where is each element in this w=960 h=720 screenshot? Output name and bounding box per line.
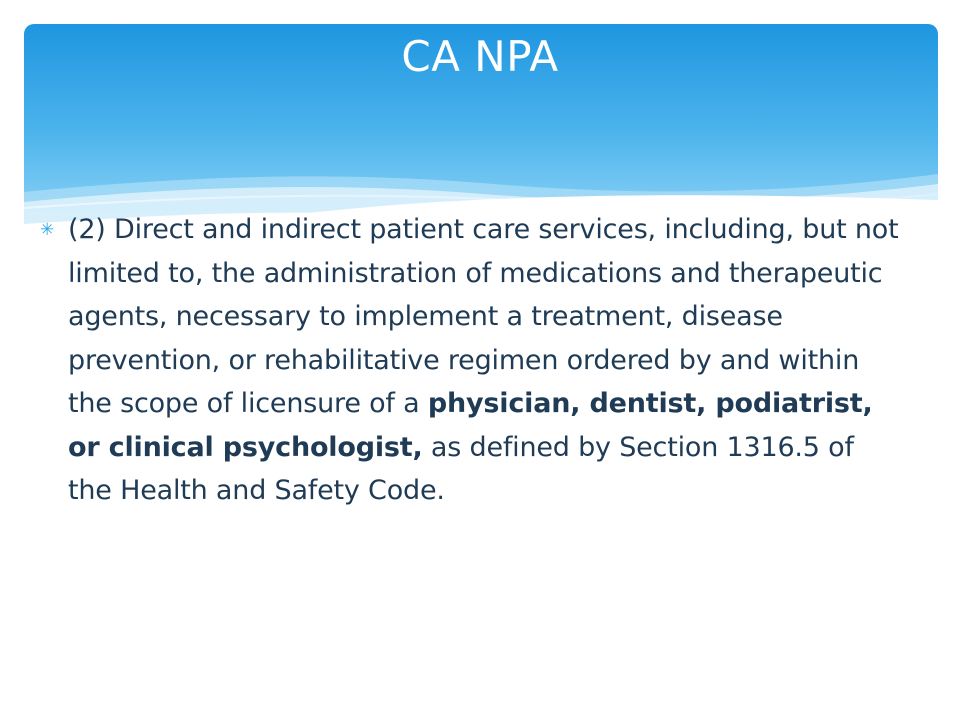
bullet-text-after: as defined by Section 1316.5 of the Health and Safety Code.: [68, 431, 854, 506]
asterisk-icon: ✳: [40, 220, 55, 240]
bullet-text-before: (2) Direct and indirect patient care services, including, but not limited to, the administration of medications and therapeutic agents, necessary to implement a treatment, disease prevention, or rehabilitative regimen ordered by and within the scope of licensure of a: [68, 214, 899, 419]
bullet-bold-text: physician, dentist, podiatrist, or clinical psychologist,: [68, 388, 873, 463]
bullet-text: [68, 208, 900, 513]
slide-title: CA NPA: [401, 32, 559, 81]
list-item: [40, 208, 900, 513]
content-area: [40, 208, 900, 513]
